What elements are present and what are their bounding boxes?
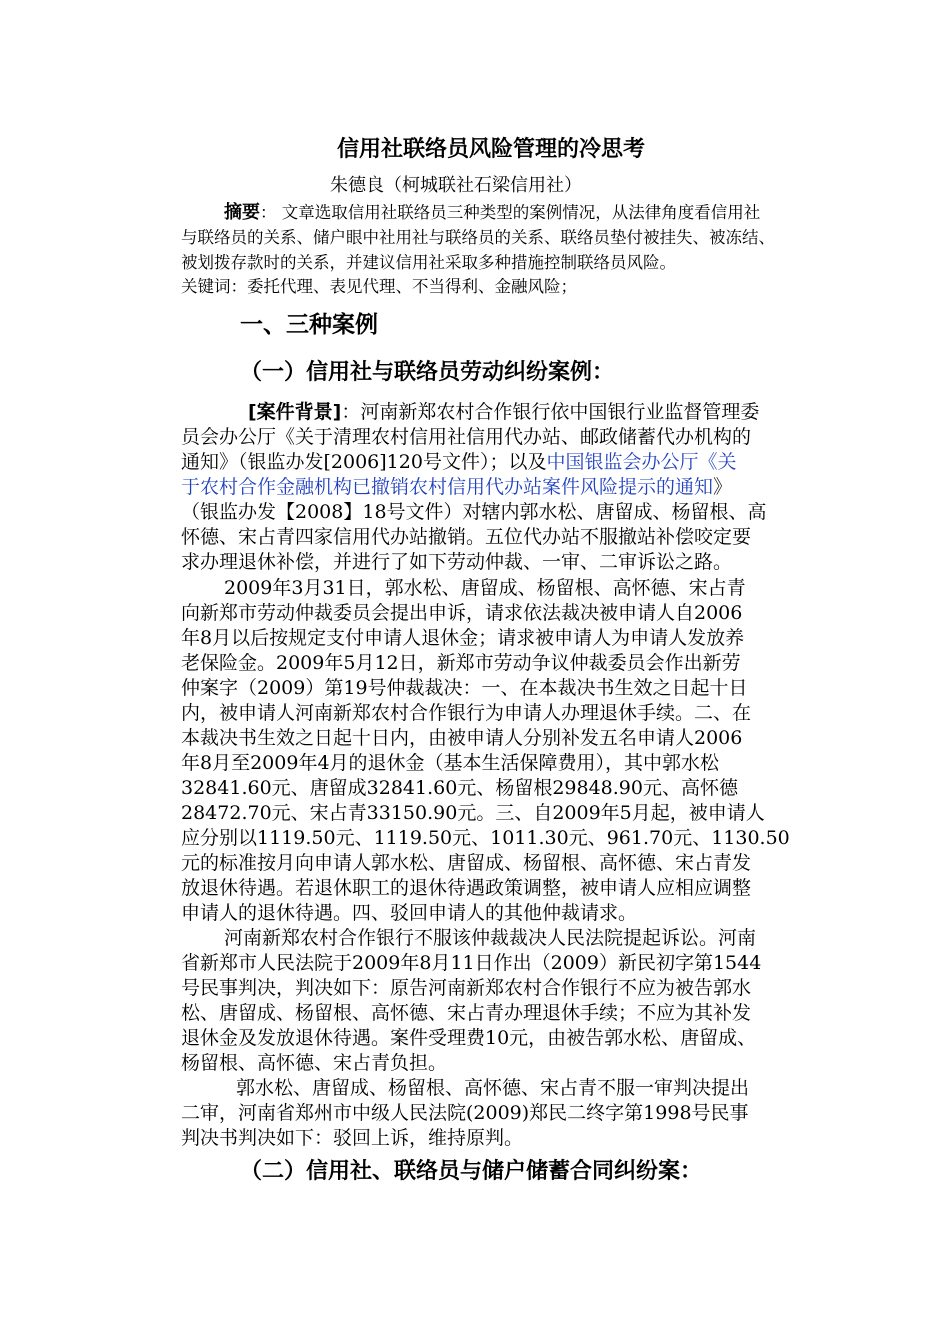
paragraph-4-line-3: 判决书判决如下：驳回上诉，维持原判。 xyxy=(181,1127,524,1149)
abstract-text: 文章选取信用社联络员三种类型的案例情况，从法律角度看信用社 xyxy=(281,203,761,222)
keywords-line: 关键词：委托代理、表见代理、不当得利、金融风险； xyxy=(181,277,577,296)
author-line: 朱德良（柯城联社石梁信用社） xyxy=(330,175,582,196)
paragraph-2-line-3: 年8月以后按规定支付申请人退休金；请求被申请人为申请人发放养 xyxy=(181,627,745,649)
paragraph-2-line-8: 年8月至2009年4月的退休金（基本生活保障费用），其中郭水松 xyxy=(181,752,720,774)
paragraph-2-line-1: 2009年3月31日，郭水松、唐留成、杨留根、高怀德、宋占青 xyxy=(224,577,746,599)
background-text-plain: 》 xyxy=(713,476,733,498)
paragraph-4-line-1: 郭水松、唐留成、杨留根、高怀德、宋占青不服一审判决提出 xyxy=(236,1077,750,1099)
section-heading-1: 一、三种案例 xyxy=(240,312,378,338)
paragraph-4-line-2: 二审，河南省郑州市中级人民法院(2009)郑民二终字第1998号民事 xyxy=(181,1102,749,1124)
abstract-colon: ： xyxy=(260,203,277,222)
paragraph-3-line-5: 退休金及发放退休待遇。案件受理费10元，由被告郭水松、唐留成、 xyxy=(181,1027,757,1049)
subsection-heading-1: （一）信用社与联络员劳动纠纷案例： xyxy=(240,360,615,385)
abstract-line-3: 被划拨存款时的关系，并建议信用社采取多种措施控制联络员风险。 xyxy=(181,253,676,272)
abstract-line-2: 与联络员的关系、储户眼中社用社与联络员的关系、联络员垫付被挂失、被冻结、 xyxy=(181,228,775,247)
paragraph-3-line-4: 松、唐留成、杨留根、高怀德、宋占青办理退休手续；不应为其补发 xyxy=(181,1002,752,1024)
paragraph-3-line-2: 省新郑市人民法院于2009年8月11日作出（2009）新民初字第1544 xyxy=(181,952,762,974)
paragraph-2-line-2: 向新郑市劳动仲裁委员会提出申诉，请求依法裁决被申请人自2006 xyxy=(181,602,743,624)
background-line-3 xyxy=(181,450,736,474)
background-label: [案件背景] xyxy=(248,401,342,423)
abstract-line-1 xyxy=(224,202,760,224)
subsection-heading-2: （二）信用社、联络员与储户储蓄合同纠纷案： xyxy=(240,1159,703,1184)
paragraph-2-line-7: 本裁决书生效之日起十日内，由被申请人分别补发五名申请人2006 xyxy=(181,727,743,749)
paragraph-2-line-6: 内，被申请人河南新郑农村合作银行为申请人办理退休手续。二、在 xyxy=(181,702,752,724)
paragraph-2-line-9: 32841.60元、唐留成32841.60元、杨留根29848.90元、高怀德 xyxy=(181,777,738,799)
paragraph-3-line-3: 号民事判决，判决如下：原告河南新郑农村合作银行不应为被告郭水 xyxy=(181,977,752,999)
background-line-5: （银监办发【2008】18号文件）对辖内郭水松、唐留成、杨留根、高 xyxy=(181,501,767,523)
regulation-link[interactable]: 中国银监会办公厅《关 xyxy=(546,451,737,473)
background-text: ：河南新郑农村合作银行依中国银行业监督管理委 xyxy=(341,401,760,423)
abstract-label: 摘要 xyxy=(224,202,260,223)
paragraph-2-line-4: 老保险金。2009年5月12日，新郑市劳动争议仲裁委员会作出新劳 xyxy=(181,652,741,674)
paragraph-2-line-12: 元的标准按月向申请人郭水松、唐留成、杨留根、高怀德、宋占青发 xyxy=(181,852,752,874)
background-line-1 xyxy=(248,400,759,424)
paragraph-2-line-10: 28472.70元、宋占青33150.90元。三、自2009年5月起，被申请人 xyxy=(181,802,765,824)
paragraph-3-line-1: 河南新郑农村合作银行不服该仲裁裁决人民法院提起诉讼。河南 xyxy=(224,927,757,949)
paragraph-3-line-6: 杨留根、高怀德、宋占青负担。 xyxy=(181,1052,448,1074)
background-text-plain: 通知》（银监办发[2006]120号文件）；以及 xyxy=(181,451,547,473)
paragraph-2-line-13: 放退休待遇。若退休职工的退休待遇政策调整，被申请人应相应调整 xyxy=(181,877,752,899)
background-line-4 xyxy=(181,475,732,499)
paragraph-2-line-14: 申请人的退休待遇。四、驳回申请人的其他仲裁请求。 xyxy=(181,902,638,924)
document-title: 信用社联络员风险管理的冷思考 xyxy=(337,137,646,162)
background-line-6: 怀德、宋占青四家信用代办站撤销。五位代办站不服撤站补偿咬定要 xyxy=(181,526,752,548)
paragraph-2-line-5: 仲案字（2009）第19号仲裁裁决：一、在本裁决书生效之日起十日 xyxy=(181,677,748,699)
paragraph-2-line-11: 应分别以1119.50元、1119.50元、1011.30元、961.70元、1130.50 xyxy=(181,827,790,849)
background-line-2: 员会办公厅《关于清理农村信用社信用代办站、邮政储蓄代办机构的 xyxy=(181,426,752,448)
regulation-link-cont[interactable]: 于农村合作金融机构已撤销农村信用代办站案件风险提示的通知 xyxy=(181,476,714,498)
background-line-7: 求办理退休补偿，并进行了如下劳动仲裁、一审、二审诉讼之路。 xyxy=(181,551,733,573)
